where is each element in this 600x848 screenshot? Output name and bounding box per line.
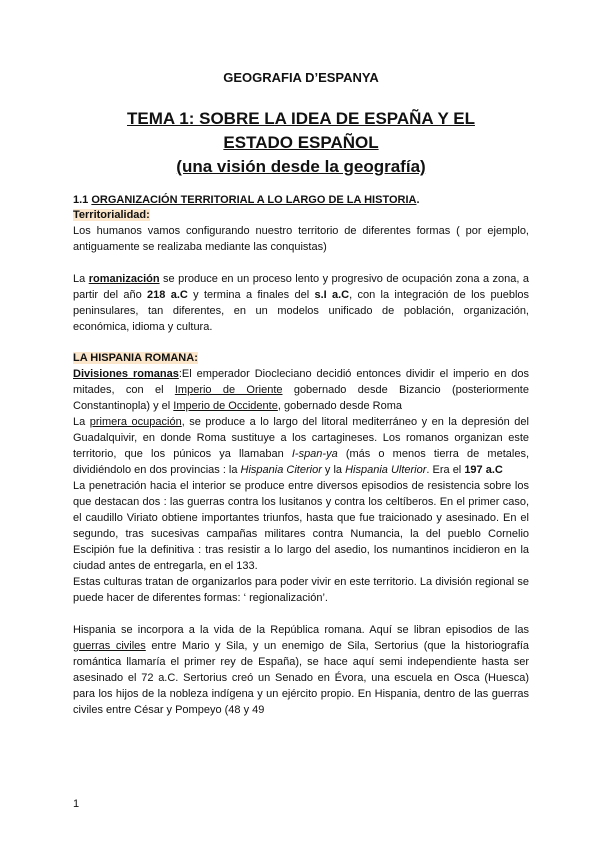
paragraph-divisiones: Divisiones romanas:El emperador Diocleciano decidió entonces dividir el imperio en dos mitades, con el Imperio de Oriente gobernado desde Bizancio (posteriormente Constantinopla) y el Imperio de Occidente, gobernado desde Roma (73, 368, 530, 412)
course-header: GEOGRAFIA D’ESPANYA (223, 70, 379, 85)
paragraph-romanizacion: La romanización se produce en un proceso lento y progresivo de ocupación zona a zona, a partir del año 218 a.C y termina a finales del s.I a.C, con la integración de los pueblos peninsulares, tan diferentes, en un modelos unificado de población, organización, económica, idioma y cultura. (73, 273, 530, 333)
document-page (73, 70, 529, 718)
paragraph-regionalizacion: Estas culturas tratan de organizarlos para poder vivir en este territorio. La división regional se puede hacer de diferentes formas: ‘ regionalización’. (73, 576, 529, 604)
title-line-1: TEMA 1: SOBRE LA IDEA DE ESPAÑA Y EL (127, 109, 475, 128)
section-number: 1.1 (73, 194, 89, 206)
term-romanizacion: romanización (88, 273, 160, 285)
paragraph-primera-ocupacion: La primera ocupación, se produce a lo largo del litoral mediterráneo y en la depresión del Guadalquivir, en donde Roma sustituye a los cartagineses. Los romanos organizan este territorio, que los púnicos ya llamaban I-span-ya (más o menos tierra de metales, dividiéndolo en dos provincias : la Hispania Citerior y la Hispania Ulterior. Era el 197 a.C (73, 416, 529, 476)
territorialidad-subheading: Territorialidad: (73, 209, 150, 221)
section-dot: . (416, 194, 420, 206)
term-divisiones-romanas: Divisiones romanas (73, 368, 179, 380)
title-line-3: (una visión desde la geografía) (176, 157, 426, 176)
page-number: 1 (73, 798, 80, 810)
section-hispania-romana-heading: LA HISPANIA ROMANA: (73, 352, 198, 364)
paragraph-territorialidad: Los humanos vamos configurando nuestro territorio de diferentes formas ( por ejemplo, antiguamente se realizaba mediante las conquistas) (73, 225, 529, 253)
paragraph-republica: Hispania se incorpora a la vida de la República romana. Aquí se libran episodios de las guerras civiles entre Mario y Sila, y un enemigo de Sila, Sertorius (que la historiografía romántica llamaría el primer rey de España), se hace aquí semi independiente hasta ser asesinado el 72 a.C. Sertorius creó un Senado en Évora, una escuela en Osca (Huesca) para los hijos de la nobleza indígena y un ejército propio. En Hispania, dentro de las guerras civiles entre César y Pompeyo (48 y 49 (73, 624, 530, 716)
title-line-2: ESTADO ESPAÑOL (223, 133, 379, 152)
paragraph-penetracion: La penetración hacia el interior se produce entre diversos episodios de resistencia sobre los que destacan dos : las guerras contra los lusitanos y contra los celtíberos. En el primer caso, el caudillo Viriato obtiene importantes triunfos, hasta que fue traicionado y asesinado. En el segundo, tras sucesivas campañas militares contra Numancia, la del pueblo Cornelio Escipión fue la definitiva : tras resistir a lo largo del asedio, los numantinos incidieron en la ciudad antes de entregarla, en el 133. (73, 480, 529, 572)
section-title: ORGANIZACIÓN TERRITORIAL A LO LARGO DE LA HISTORIA (91, 194, 417, 206)
section-1-heading (73, 193, 529, 208)
